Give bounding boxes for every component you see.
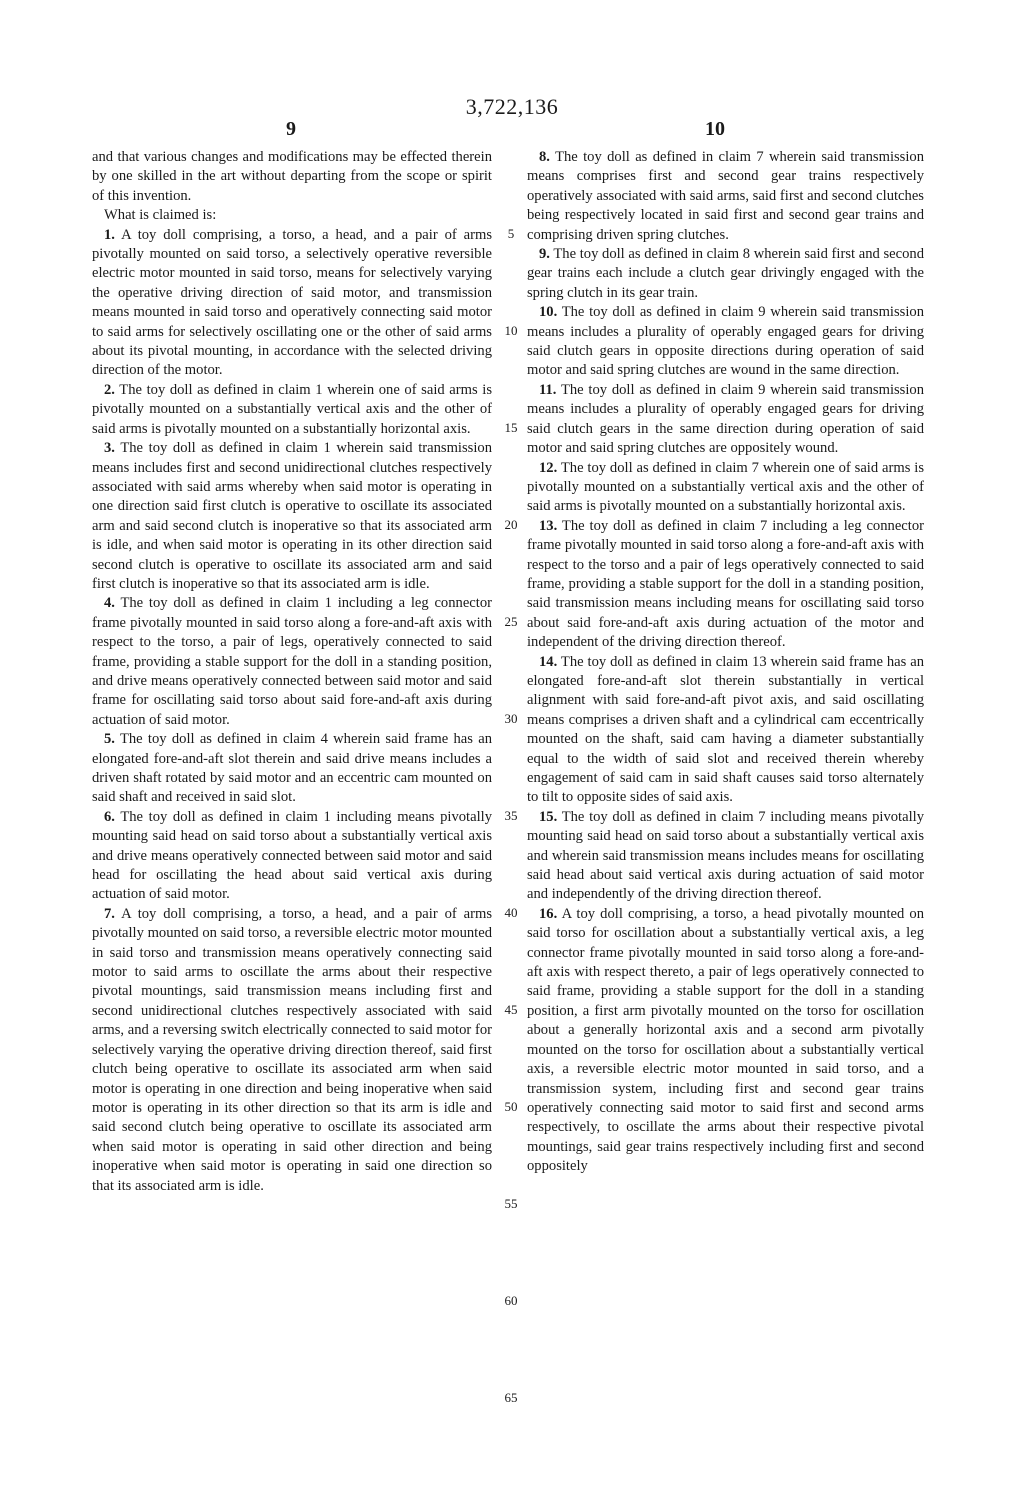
claim-number: 7.: [104, 905, 115, 922]
claim-paragraph: [527, 245, 924, 303]
claim-text: The toy doll as defined in claim 1 including a leg connector frame pivotally mounted in said torso along a fore-and-aft axis with respect to the torso, a pair of legs, operatively connected to said frame, providing a stable support for the doll in a standing position, and drive means operatively connected between said motor and said frame for oscillating said torso about said fore-and-aft axis during actuation of said motor.: [92, 595, 492, 728]
page-number-right: 10: [705, 118, 725, 140]
claim-paragraph: [527, 808, 924, 905]
claim-number: 6.: [104, 808, 115, 825]
claim-text: A toy doll comprising, a torso, a head pivotally mounted on said torso for oscillation about a substantially vertical axis, a leg connector frame pivotally mounted in said torso along a fore-and-aft axis with respect thereto, a pair of legs operatively connected to said frame, providing a stable support for the doll in a standing position, a first arm pivotally mounted on the torso for oscillation about a generally horizontal axis and a second arm pivotally mounted on the torso for oscillation about a substantially vertical axis, a reversible electric motor mounted in said torso, and a transmission system, including first and second gear trains operatively connecting said motor to said first and second arms respectively, to oscillate the arms about their respective pivotal mountings, said gear trains respectively including first and second oppositely: [527, 905, 924, 1175]
margin-line-number: 45: [504, 1002, 518, 1017]
claim-number: 16.: [539, 905, 558, 922]
claim-text: The toy doll as defined in claim 7 including a leg connector frame pivotally mounted in said torso along a fore-and-aft axis with respect to the torso and a pair of legs operatively connected to said frame, providing a stable support for the doll in a standing position, said transmission means including means for oscillating said torso about said fore-and-aft axis during actuation of the motor and independent of the driving direction thereof.: [527, 517, 924, 651]
claim-text: The toy doll as defined in claim 1 wherein said transmission means includes first and second unidirectional clutches respectively associated with said arms whereby when said motor is operating in one direction said first clutch is operative to oscillate its associated arm and said second clutch is inoperative so that its associated arm is idle, and when said motor is operating in its other direction said second clutch is operative to oscillate its associated arm and said first clutch is inoperative so that its associated arm is idle.: [92, 440, 492, 592]
claim-text: The toy doll as defined in claim 8 wherein said first and second gear trains each include a clutch gear drivingly engaged with the spring clutch in its gear train.: [527, 246, 924, 301]
page-number-left: 9: [286, 118, 296, 140]
claim-number: 11.: [539, 381, 557, 398]
margin-line-number: 35: [504, 808, 518, 823]
claim-text: A toy doll comprising, a torso, a head, and a pair of arms pivotally mounted on said torso, a reversible electric motor mounted in said torso and transmission means operatively connecting said motor to said arms to oscillate the arms about their respective pivotal mountings, said transmission means including first and second unidirectional clutches respectively associated with said arms, and a reversing switch electrically connected to said motor for selectively varying the operative driving direction thereof, said first clutch being operative to oscillate its associated arm when said motor is operating in one direction and being inoperative when said motor is operating in its other direction so that its arm is idle and said second clutch being operative to oscillate its associated arm when said motor is operating in said other direction and being inoperative when said motor is operating in said one direction so that its associated arm is idle.: [92, 905, 493, 1194]
patent-number: 3,722,136: [465, 94, 559, 119]
claim-text: A toy doll comprising, a torso, a head, and a pair of arms pivotally mounted on said torso, a selectively operative reversible electric motor mounted in said torso, means for selectively varying the operative driving direction of said motor, and transmission means mounted in said torso and operatively connecting said motor to said arms for selectively oscillating one or the other of said arms about its pivotal mounting, in accordance with the selected driving direction of the motor.: [92, 226, 493, 379]
claim-text: The toy doll as defined in claim 1 including means pivotally mounting said head on said torso about a substantially vertical axis and drive means operatively connected between said motor and said head for oscillating the head about said vertical axis during actuation of said motor.: [92, 808, 492, 903]
margin-line-number: 60: [504, 1293, 518, 1308]
claim-paragraph: [92, 148, 492, 206]
claim-paragraph: [92, 594, 492, 730]
claim-paragraph: [527, 653, 924, 808]
claim-paragraph: [92, 226, 492, 381]
claim-number: 8.: [539, 149, 550, 165]
claim-number: 12.: [539, 459, 558, 476]
margin-line-number: 65: [504, 1390, 518, 1405]
claim-number: 5.: [104, 731, 115, 748]
claim-paragraph: [527, 148, 924, 245]
claim-text: The toy doll as defined in claim 4 wherein said frame has an elongated fore-and-aft slot therein and said drive means includes a driven shaft rotated by said motor and an eccentric cam mounted on said shaft and received in said slot.: [92, 731, 492, 806]
margin-line-number: 5: [507, 226, 515, 241]
claim-text: The toy doll as defined in claim 7 including means pivotally mounting said head on said torso about a substantially vertical axis and wherein said transmission means includes means for oscillating said head about said vertical axis during actuation of said motor and independently of the driving direction thereof.: [527, 808, 924, 903]
claim-paragraph: [92, 381, 492, 439]
claim-text: What is claimed is:: [104, 207, 217, 224]
claim-paragraph: [92, 206, 492, 225]
margin-line-number: 40: [504, 905, 518, 920]
claim-paragraph: [527, 381, 924, 459]
claim-paragraph: [92, 808, 492, 905]
left-column: [92, 148, 492, 1196]
claim-text: The toy doll as defined in claim 9 wherein said transmission means includes a plurality of operably engaged gears for driving said clutch gears in the same direction during operation of said motor and said spring clutches are oppositely wound.: [527, 381, 924, 457]
margin-line-number: 10: [504, 323, 518, 338]
claim-text: and that various changes and modifications may be effected therein by one skilled in the art without departing from the scope or spirit of this invention.: [92, 149, 492, 204]
margin-line-number: 55: [504, 1196, 518, 1211]
claim-text: The toy doll as defined in claim 7 wherein one of said arms is pivotally mounted on a substantially vertical axis and the other of said arms is pivotally mounted on a substantially horizontal axis.: [527, 459, 924, 515]
margin-line-number: 15: [504, 420, 518, 435]
claim-number: 14.: [539, 653, 558, 670]
margin-line-number: 20: [504, 517, 518, 532]
claim-number: 4.: [104, 595, 115, 612]
claim-paragraph: [92, 905, 492, 1196]
right-column: [527, 148, 924, 1177]
claim-number: 3.: [104, 440, 115, 457]
claim-number: 10.: [539, 304, 558, 321]
claim-number: 2.: [104, 381, 115, 398]
claim-text: The toy doll as defined in claim 1 wherein one of said arms is pivotally mounted on a substantially vertical axis and the other of said arms is pivotally mounted on a substantially horizontal axis.: [92, 381, 492, 437]
margin-line-number: 50: [504, 1099, 518, 1114]
claim-paragraph: [527, 517, 924, 653]
claim-number: 15.: [539, 808, 558, 825]
claim-number: 9.: [539, 246, 550, 263]
claim-text: The toy doll as defined in claim 7 wherein said transmission means comprises first and second gear trains respectively operatively associated with said arms, said first and second clutches being respectively located in said first and second gear trains and comprising driven spring clutches.: [527, 149, 925, 243]
claim-number: 13.: [539, 517, 558, 534]
claim-paragraph: [527, 905, 924, 1177]
claim-paragraph: [527, 303, 924, 381]
margin-line-number: 25: [504, 614, 518, 629]
claim-paragraph: [527, 459, 924, 517]
claim-number: 1.: [104, 226, 115, 243]
margin-line-number: 30: [504, 711, 518, 726]
claim-paragraph: [92, 730, 492, 808]
claim-text: The toy doll as defined in claim 13 wherein said frame has an elongated fore-and-aft slot therein substantially in vertical alignment with said fore-and-aft pivot axis, and said oscillating means comprises a driven shaft and a cylindrical cam eccentrically mounted on the shaft, said cam having a diameter substantially equal to the width of said slot and received therein whereby engagement of said cam in said shaft causes said torso alternately to tilt to opposite sides of said axis.: [527, 653, 924, 806]
claim-paragraph: [92, 439, 492, 594]
claim-text: The toy doll as defined in claim 9 wherein said transmission means includes a plurality of operably engaged gears for driving said clutch gears in opposite directions during operation of said motor and said spring clutches are wound in the same direction.: [527, 304, 924, 379]
